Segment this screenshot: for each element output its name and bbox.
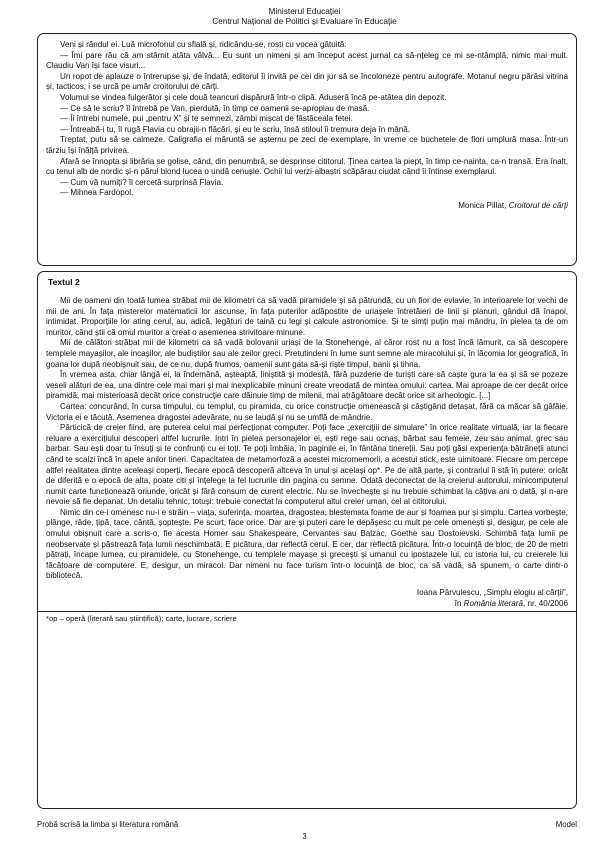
- text1-paragraph: Un ropot de aplauze o întrerupse și, de îndată, editorul îi invită pe cei din jur să se încoloneze pentru autografe. Motanul negru părăsi vitrina și, tacticos, i se urcă pe umăr croitorului de cărți.: [46, 71, 568, 92]
- text1-paragraph: Volumul se vindea fulgerător și cele două teancuri dispărură într-o clipă. Aduseră încă pe-atâtea din depozit.: [60, 92, 447, 102]
- text1-paragraph: — Cum vă numiți? îl cercetă surprinsă Flavia.: [60, 177, 224, 187]
- text2-paragraph: Părticică de creier fiind, are puterea celui mai perfecționat computer. Poți face „exercițiii de simulare” în orice realitate virtuală, iar la fiecare reluare a exercițiului descoperi altfel lucrurile. Intri în pielea personajelor ei, ești rege sau ocnaș, bărbat sau femeie, zeu sau animal, grec sau barbar. Sau ești doar tu însuți și te confrunți cu ei toți. Te poți îmbăia, în paginile ei, în fântâna tinereții. Sau poți găsi experiența bătrâneții atunci când te scalzi încă în apele anilor tineri. Capacitatea de metamorfoză a acestei micromemorii, a acestui stick, este uimitoare. Fiecare om percepe altfel realitatea dintre aceleași coperți, fiecare epocă descoperă altceva în unul și același op*. Pe de altă parte, și contrariul îi stă în putere: oricât de diferită e o epocă de alta, poate citi și înțelege la fel lucrurile din pagina cu semne. Odată deconectat de la creierul autorului, minicomputerul numit carte funcționează oriunde, oricât și fără consum de curent electric. Nu se învechește și nu trebuie schimbat la câțiva ani o dată, și n-are nevoie să fie depanat. Un detaliu tehnic, totuși: trebuie conectat la computerul altui creier uman, cel al cititorului.: [46, 423, 568, 507]
- text2-paragraph: Mii de călători străbat mii de kilometri ca să vadă bolovanii uriași de la Stonehenge, al căror rost nu a fost încă lămurit, ca să descopere templele mayașilor, ale incașilor, ale budiștilor sau ale zeilor greci. Pretutindeni în lume sunt semne ale miracolului și, în lăcomia lor geografică, în goana lor după neobișnuit sau, de ce nu, după frumos, oamenii sunt gata să-și riște timpul, banii și tihna.: [46, 338, 568, 369]
- document-header: [0, 6, 609, 26]
- text1-paragraph: — Ce să le scriu? îl întrebă pe Van, pierdută, în timp ce oamenii se-apropiau de masă.: [60, 103, 370, 113]
- text2-publication: [46, 599, 568, 610]
- footnote: *op – operă (literară sau științifică); carte, lucrare, scriere: [46, 614, 237, 624]
- text2-author: Ioana Pârvulescu, „Simplu elogiu al cărții”,: [416, 588, 568, 598]
- text1-paragraph: — Îmi pare rău că am stârnit atâta vâlvă... Eu sunt un nimeni și am început acest jurnal ca să-nțeleg ce mi se-ntâmplă, nimic mai mult. Claudiu Van își face visuri...: [46, 50, 568, 71]
- text1-author: Monica Pillat,: [458, 200, 509, 210]
- text1-paragraph: Veni și rândul ei. Luă microfonul cu sfială și, ridicându-se, rosti cu vocea gâtuită:: [60, 40, 347, 49]
- text2-paragraph: În vremea asta, chiar lângă ei, la îndemână, așteaptă, liniștită și modestă, fără puzderie de turiști care să caște gura la ea și să se pozeze veseli alături de ea, una dintre cele mai mari și mai inexplicabile minuni create vreodată de mintea omului: cartea. Mai aproape de cer decât orice piramidă, mai misterioasă decât orice construcție care dăinuie timp de milenii, mai atrăgătoare decât orice sit arheologic. [...]: [46, 370, 568, 401]
- text2-publication-suffix: , nr. 40/2006: [522, 598, 568, 608]
- text2-publication-prefix: în: [454, 598, 464, 608]
- footnote-divider: [38, 611, 576, 612]
- text2-title: Textul 2: [48, 277, 80, 287]
- text2-box: [37, 271, 577, 809]
- text2-paragraph: Mii de oameni din toată lumea străbat mii de kilometri ca să vadă piramidele și să pătrundă, cu un fior de evlavie, în interioarele lor vechi de mii de ani. În fața misterelor matematicii lor ascunse, în fața puterilor adăpostite de uriașele întretăieri de linii și planuri, gândul dă înapoi, intimidat. Proporțiile lor ating cerul, au, adică, legături de taină cu legi și calcule astronomice. Și te simți puțin mai mândru, în pielea ta de om muritor, când știi că omul muritor a creat o asemenea strivitoare minune.: [46, 296, 568, 337]
- text1-paragraph: Treptat, putu să se calmeze. Caligrafia ei măruntă se așternu pe zeci de exemplare, în vreme ce buchetele de flori umplură masa. Într-un târziu își înălță privirea.: [46, 135, 568, 155]
- text2-publication-title: România literară: [463, 598, 523, 608]
- text2-paragraph: Nimic din ce-i omenesc nu-i e străin – viața, suferința, moartea, dragostea, blestemata foame de aur și foamea pur și simplu. Cartea vorbește, plânge, râde, țipă, tace, cântă, șoptește. Pe scurt, face orice. Dar are și puteri care le depășesc cu mult pe cele omenești și, desigur, pe cele ale omului obișnuit care a scris-o, fie acesta Homer sau Shakespeare, Cervantes sau Balzac, Goethe sau Dostoievski. Schimbă fața lumii pe neobservate și păstrează fața lumii neschimbată. E picătura, dar reflectă cerul. E cer, dar reflectă picătura. Într-o locuință de bloc, de 20 de metri pătrați, încape lumea, cu piramidele, cu Stonehenge, cu templele mayașe și grecești și umanul cu ipostazele lui, cu istoria lui, cu creierele lui făcătoare de computere. E, desigur, un miracol. Dar nimeni nu face turism într-o locuință de bloc, ca să vadă, să spunem, o carte dintr-o bibliotecă.: [46, 507, 568, 581]
- text2-paragraph: Cartea: concurând, în cursa timpului, cu templul, cu piramida, cu orice construcție omenească și câștigând detașat, fără ca măcar să gâfâie. Victoria ei e tăcută. Asemenea dragostei adevărate, nu se laudă și nu se umflă de mândrie.: [46, 401, 568, 422]
- center-name: Centrul Național de Politici și Evaluare în Educație: [212, 16, 397, 26]
- exam-name: Probă scrisă la limba și literatura română: [37, 820, 179, 829]
- model-label: Model: [555, 820, 577, 829]
- text1-paragraph: — Mihnea Fardopol.: [60, 188, 134, 198]
- text1-work-title: Croitorul de cărți: [508, 200, 568, 210]
- page-number: 3: [302, 832, 307, 841]
- text1-paragraph: — Întreabă-i tu, îl rugă Flavia cu obrajii-n flăcări, și eu le scriu, însă stiloul îi tremura deja în mână.: [60, 124, 410, 134]
- ministry-name: Ministerul Educației: [268, 6, 341, 16]
- text1-paragraph: — Îi întrebi numele, pui „pentru X” și te semnezi, zâmbi mișcat de fâstâceala fetei.: [60, 114, 353, 124]
- text1-source: [46, 201, 568, 212]
- text1-paragraph: Afară se înnopta și librăria se golise, când, din penumbră, se desprinse cititorul. Ținea cartea la piept, în timp ce-nainta, ca-n transă. Era înalt, cu tenul alb de nordic și-n părul blond lucea o undă cenușie. Ochii lui verzi-albaștri scăpărau ciudat când îi întinse exemplarul.: [46, 156, 568, 177]
- text1-box: [37, 33, 577, 266]
